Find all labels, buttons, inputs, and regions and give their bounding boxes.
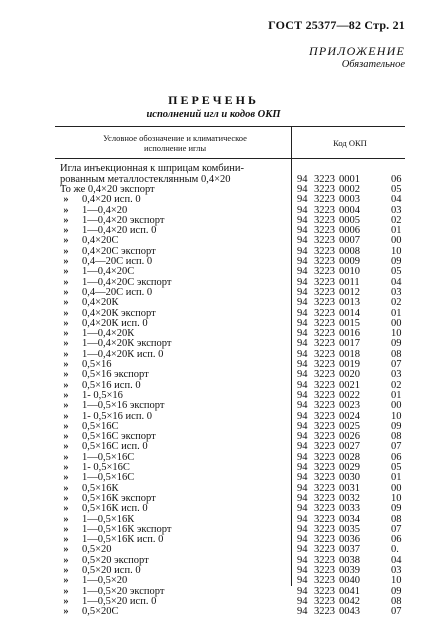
table-intro (60, 164, 244, 185)
column-header-line1: Условное обозначение и климатическое (103, 133, 247, 143)
intro-line2: рованным металлостеклянным 0,4×20 (60, 173, 231, 185)
okp-number: 0016 (339, 328, 360, 340)
okp-prefix: 94 (297, 276, 308, 288)
needle-designation: 1—0,4×20К экспорт (82, 338, 172, 350)
okp-class: 3223 (314, 369, 335, 381)
okp-class: 3223 (314, 595, 335, 607)
ditto-mark: » (63, 369, 69, 381)
document-title: ПЕРЕЧЕНЬ (168, 93, 259, 107)
okp-number: 0038 (339, 554, 360, 566)
ditto-mark: » (63, 575, 69, 587)
ditto-mark: » (63, 420, 69, 432)
ditto-mark: » (63, 431, 69, 443)
okp-check: 02 (391, 297, 402, 309)
okp-class: 3223 (314, 379, 335, 391)
okp-prefix: 94 (297, 420, 308, 432)
needle-designation: 0,5×20 исп. 0 (82, 564, 141, 576)
okp-number: 0023 (339, 400, 360, 412)
okp-prefix: 94 (297, 338, 308, 350)
okp-number: 0021 (339, 379, 360, 391)
okp-prefix: 94 (297, 564, 308, 576)
okp-check: 00 (391, 235, 402, 247)
okp-class: 3223 (314, 400, 335, 412)
okp-number: 0035 (339, 523, 360, 535)
okp-class: 3223 (314, 544, 335, 556)
table-body (0, 185, 427, 617)
okp-class: 3223 (314, 503, 335, 515)
table-top-rule (55, 126, 405, 127)
ditto-mark: » (63, 410, 69, 422)
okp-check: 05 (391, 184, 402, 195)
needle-designation: 1—0,4×20С (82, 266, 135, 278)
okp-number: 0026 (339, 431, 360, 443)
ditto-mark: » (63, 564, 69, 576)
okp-check: 03 (391, 564, 402, 576)
needle-designation: 0,5×16К исп. 0 (82, 503, 148, 515)
okp-class: 3223 (314, 410, 335, 422)
needle-designation: 1- 0,5×16С (82, 462, 130, 474)
needle-designation: 1—0,5×16К (82, 513, 135, 525)
okp-prefix: 94 (297, 451, 308, 463)
okp-class: 3223 (314, 564, 335, 576)
okp-prefix: 94 (297, 204, 308, 216)
ditto-mark: » (63, 554, 69, 566)
okp-class: 3223 (314, 359, 335, 371)
okp-check: 03 (391, 204, 402, 216)
table-row (0, 607, 427, 617)
needle-designation: 0,4×20 исп. 0 (82, 194, 141, 206)
intro-line1: Игла инъекционная к шприцам комбини- (60, 163, 244, 174)
ditto-mark: » (63, 204, 69, 216)
okp-number: 0009 (339, 256, 360, 268)
ditto-mark: » (63, 523, 69, 535)
okp-prefix: 94 (297, 235, 308, 247)
needle-designation: 1—0,4×20К (82, 328, 135, 340)
ditto-mark: » (63, 472, 69, 484)
okp-number: 0004 (339, 204, 360, 216)
column-header-line2: исполнение иглы (143, 143, 207, 153)
okp-check: 05 (391, 462, 402, 474)
needle-designation: 1—0,5×16С (82, 472, 135, 484)
needle-designation: 0,5×16 исп. 0 (82, 379, 141, 391)
okp-check: 10 (391, 410, 402, 422)
document-subtitle: исполнений игл и кодов ОКП (146, 109, 281, 120)
okp-class: 3223 (314, 194, 335, 206)
okp-check: 10 (391, 245, 402, 257)
okp-prefix: 94 (297, 482, 308, 494)
ditto-mark: » (63, 266, 69, 278)
ditto-mark: » (63, 462, 69, 474)
ditto-mark: » (63, 348, 69, 360)
needle-designation: 1—0,4×20 (82, 204, 128, 216)
okp-prefix: 94 (297, 225, 308, 237)
okp-check: 05 (391, 266, 402, 278)
okp-check: 06 (391, 451, 402, 463)
okp-check: 10 (391, 492, 402, 504)
okp-number: 0031 (339, 482, 360, 494)
okp-check: 08 (391, 513, 402, 525)
appendix-subtitle: Обязательное (341, 59, 405, 70)
okp-number: 0002 (339, 184, 360, 195)
okp-prefix: 94 (297, 554, 308, 566)
okp-number: 0012 (339, 286, 360, 298)
needle-designation: 0,4—20С исп. 0 (82, 256, 153, 268)
ditto-mark: » (63, 317, 69, 329)
needle-designation: 0,5×16 (82, 359, 112, 371)
okp-check: 02 (391, 214, 402, 226)
ditto-mark: » (63, 585, 69, 597)
needle-designation: 0,4×20С экспорт (82, 245, 156, 257)
okp-check: 07 (391, 441, 402, 453)
okp-prefix: 94 (297, 462, 308, 474)
okp-number: 0003 (339, 194, 360, 206)
ditto-mark: » (63, 482, 69, 494)
okp-number: 0010 (339, 266, 360, 278)
okp-prefix: 94 (297, 585, 308, 597)
okp-class: 3223 (314, 307, 335, 319)
ditto-mark: » (63, 297, 69, 309)
needle-designation: 1—0,5×20 экспорт (82, 585, 165, 597)
okp-number: 0029 (339, 462, 360, 474)
okp-class: 3223 (314, 389, 335, 401)
okp-prefix: 94 (297, 523, 308, 535)
ditto-mark: » (63, 235, 69, 247)
ditto-mark: » (63, 513, 69, 525)
column-header-okp: Код ОКП (333, 138, 367, 148)
okp-number: 0008 (339, 245, 360, 257)
okp-class: 3223 (314, 276, 335, 288)
ditto-mark: » (63, 379, 69, 391)
needle-designation: 0,5×16С (82, 420, 119, 432)
okp-number: 0011 (339, 276, 360, 288)
ditto-mark: » (63, 276, 69, 288)
okp-number: 0041 (339, 585, 360, 597)
okp-prefix: 94 (297, 245, 308, 257)
okp-prefix: 94 (297, 286, 308, 298)
okp-class: 3223 (314, 225, 335, 237)
okp-class: 3223 (314, 338, 335, 350)
okp-check: 09 (391, 420, 402, 432)
ditto-mark: » (63, 338, 69, 350)
okp-check: 00 (391, 482, 402, 494)
okp-number: 0013 (339, 297, 360, 309)
needle-designation: 1—0,4×20 экспорт (82, 214, 165, 226)
okp-number: 0033 (339, 503, 360, 515)
okp-prefix: 94 (297, 307, 308, 319)
ditto-mark: » (63, 606, 69, 618)
ditto-mark: » (63, 441, 69, 453)
table-row (0, 504, 427, 514)
okp-check: 09 (391, 256, 402, 268)
okp-class: 3223 (314, 492, 335, 504)
okp-number: 0005 (339, 214, 360, 226)
okp-class: 3223 (314, 245, 335, 257)
okp-prefix: 94 (297, 544, 308, 556)
needle-designation: 0,5×20 экспорт (82, 554, 149, 566)
okp-check: 09 (391, 585, 402, 597)
okp-prefix: 94 (297, 595, 308, 607)
okp-number: 0001 (339, 173, 360, 185)
okp-class: 3223 (314, 214, 335, 226)
okp-class: 3223 (314, 235, 335, 247)
okp-class: 3223 (314, 173, 335, 185)
ditto-mark: » (63, 595, 69, 607)
ditto-mark: » (63, 534, 69, 546)
okp-number: 0020 (339, 369, 360, 381)
okp-class: 3223 (314, 328, 335, 340)
needle-designation: 1—0,4×20К исп. 0 (82, 348, 164, 360)
okp-check: 00 (391, 400, 402, 412)
okp-check: 08 (391, 348, 402, 360)
okp-prefix: 94 (297, 317, 308, 329)
ditto-mark: » (63, 256, 69, 268)
okp-prefix: 94 (297, 194, 308, 206)
okp-number: 0030 (339, 472, 360, 484)
okp-prefix: 94 (297, 534, 308, 546)
okp-prefix: 94 (297, 472, 308, 484)
needle-designation: 0,5×16К (82, 482, 119, 494)
ditto-mark: » (63, 544, 69, 556)
okp-check: 01 (391, 472, 402, 484)
okp-prefix: 94 (297, 410, 308, 422)
okp-prefix: 94 (297, 441, 308, 453)
okp-class: 3223 (314, 554, 335, 566)
ditto-mark: » (63, 194, 69, 206)
table-row (0, 401, 427, 411)
okp-class: 3223 (314, 204, 335, 216)
appendix-title: ПРИЛОЖЕНИЕ (309, 44, 405, 58)
okp-prefix: 94 (297, 503, 308, 515)
okp-number: 0034 (339, 513, 360, 525)
okp-check: 04 (391, 194, 402, 206)
okp-prefix: 94 (297, 173, 308, 185)
okp-number: 0036 (339, 534, 360, 546)
okp-number: 0025 (339, 420, 360, 432)
okp-prefix: 94 (297, 492, 308, 504)
okp-number: 0019 (339, 359, 360, 371)
needle-designation: 1—0,5×16К экспорт (82, 523, 172, 535)
okp-number: 0017 (339, 338, 360, 350)
okp-prefix: 94 (297, 575, 308, 587)
ditto-mark: » (63, 503, 69, 515)
okp-class: 3223 (314, 585, 335, 597)
needle-designation: 0,5×16С исп. 0 (82, 441, 148, 453)
okp-class: 3223 (314, 297, 335, 309)
okp-class: 3223 (314, 575, 335, 587)
okp-prefix: 94 (297, 379, 308, 391)
okp-check: 08 (391, 431, 402, 443)
needle-designation: 0,5×16 экспорт (82, 369, 149, 381)
needle-designation: 1—0,4×20С экспорт (82, 276, 172, 288)
ditto-mark: » (63, 400, 69, 412)
okp-check: 04 (391, 554, 402, 566)
okp-class: 3223 (314, 462, 335, 474)
ditto-mark: » (63, 492, 69, 504)
needle-designation: 0,5×20С (82, 606, 119, 618)
needle-designation: 0,5×20 (82, 544, 112, 556)
okp-class: 3223 (314, 606, 335, 618)
page-header: ГОСТ 25377—82 Стр. 21 (268, 18, 405, 32)
okp-class: 3223 (314, 523, 335, 535)
okp-check: 01 (391, 225, 402, 237)
ditto-mark: » (63, 451, 69, 463)
okp-check: 09 (391, 503, 402, 515)
ditto-mark: » (63, 307, 69, 319)
ditto-mark: » (63, 214, 69, 226)
okp-number: 0027 (339, 441, 360, 453)
okp-class: 3223 (314, 534, 335, 546)
okp-prefix: 94 (297, 606, 308, 618)
needle-designation: 1- 0,5×16 (82, 389, 123, 401)
okp-check: 07 (391, 606, 402, 618)
okp-check: 01 (391, 389, 402, 401)
okp-class: 3223 (314, 441, 335, 453)
ditto-mark: » (63, 245, 69, 257)
okp-class: 3223 (314, 266, 335, 278)
okp-number: 0032 (339, 492, 360, 504)
okp-number: 0018 (339, 348, 360, 360)
okp-number: 0015 (339, 317, 360, 329)
okp-number: 0042 (339, 595, 360, 607)
needle-designation: 0,4×20К экспорт (82, 307, 156, 319)
okp-check: 0. (391, 544, 399, 556)
needle-designation: 0,5×16С экспорт (82, 431, 156, 443)
needle-designation: 1—0,5×20 исп. 0 (82, 595, 157, 607)
okp-prefix: 94 (297, 184, 308, 195)
okp-prefix: 94 (297, 266, 308, 278)
okp-check: 06 (391, 173, 402, 185)
okp-number: 0040 (339, 575, 360, 587)
okp-class: 3223 (314, 286, 335, 298)
okp-number: 0022 (339, 389, 360, 401)
needle-designation: 0,5×16К экспорт (82, 492, 156, 504)
okp-number: 0006 (339, 225, 360, 237)
okp-number: 0028 (339, 451, 360, 463)
okp-number: 0037 (339, 544, 360, 556)
okp-prefix: 94 (297, 256, 308, 268)
okp-class: 3223 (314, 184, 335, 195)
okp-prefix: 94 (297, 369, 308, 381)
okp-number: 0043 (339, 606, 360, 618)
needle-designation: 0,4—20С исп. 0 (82, 286, 153, 298)
okp-number: 0014 (339, 307, 360, 319)
okp-number: 0024 (339, 410, 360, 422)
okp-class: 3223 (314, 431, 335, 443)
needle-designation: 1- 0,5×16 исп. 0 (82, 410, 152, 422)
needle-designation: То же 0,4×20 экспорт (60, 184, 155, 195)
okp-check: 03 (391, 369, 402, 381)
okp-prefix: 94 (297, 389, 308, 401)
okp-check: 07 (391, 523, 402, 535)
okp-prefix: 94 (297, 431, 308, 443)
okp-prefix: 94 (297, 513, 308, 525)
okp-check: 00 (391, 317, 402, 329)
okp-check: 06 (391, 534, 402, 546)
okp-class: 3223 (314, 348, 335, 360)
okp-check: 04 (391, 276, 402, 288)
okp-check: 02 (391, 379, 402, 391)
okp-class: 3223 (314, 513, 335, 525)
okp-class: 3223 (314, 256, 335, 268)
okp-class: 3223 (314, 482, 335, 494)
okp-prefix: 94 (297, 214, 308, 226)
needle-designation: 1—0,4×20 исп. 0 (82, 225, 157, 237)
okp-class: 3223 (314, 472, 335, 484)
ditto-mark: » (63, 359, 69, 371)
column-header-designation (70, 133, 280, 153)
okp-check: 03 (391, 286, 402, 298)
okp-prefix: 94 (297, 359, 308, 371)
okp-check: 08 (391, 595, 402, 607)
okp-check: 01 (391, 307, 402, 319)
needle-designation: 0,4×20С (82, 235, 119, 247)
ditto-mark: » (63, 286, 69, 298)
needle-designation: 0,4×20К (82, 297, 119, 309)
needle-designation: 1—0,5×16К исп. 0 (82, 534, 164, 546)
okp-check: 09 (391, 338, 402, 350)
table-header-rule (55, 158, 405, 159)
needle-designation: 1—0,5×20 (82, 575, 128, 587)
okp-check: 10 (391, 575, 402, 587)
okp-class: 3223 (314, 317, 335, 329)
okp-prefix: 94 (297, 400, 308, 412)
okp-prefix: 94 (297, 297, 308, 309)
needle-designation: 1—0,5×16С (82, 451, 135, 463)
okp-class: 3223 (314, 420, 335, 432)
okp-number: 0007 (339, 235, 360, 247)
okp-prefix: 94 (297, 348, 308, 360)
needle-designation: 1—0,5×16 экспорт (82, 400, 165, 412)
okp-class: 3223 (314, 451, 335, 463)
okp-check: 07 (391, 359, 402, 371)
okp-prefix: 94 (297, 328, 308, 340)
ditto-mark: » (63, 389, 69, 401)
needle-designation: 0,4×20К исп. 0 (82, 317, 148, 329)
ditto-mark: » (63, 328, 69, 340)
ditto-mark: » (63, 225, 69, 237)
okp-number: 0039 (339, 564, 360, 576)
okp-check: 10 (391, 328, 402, 340)
